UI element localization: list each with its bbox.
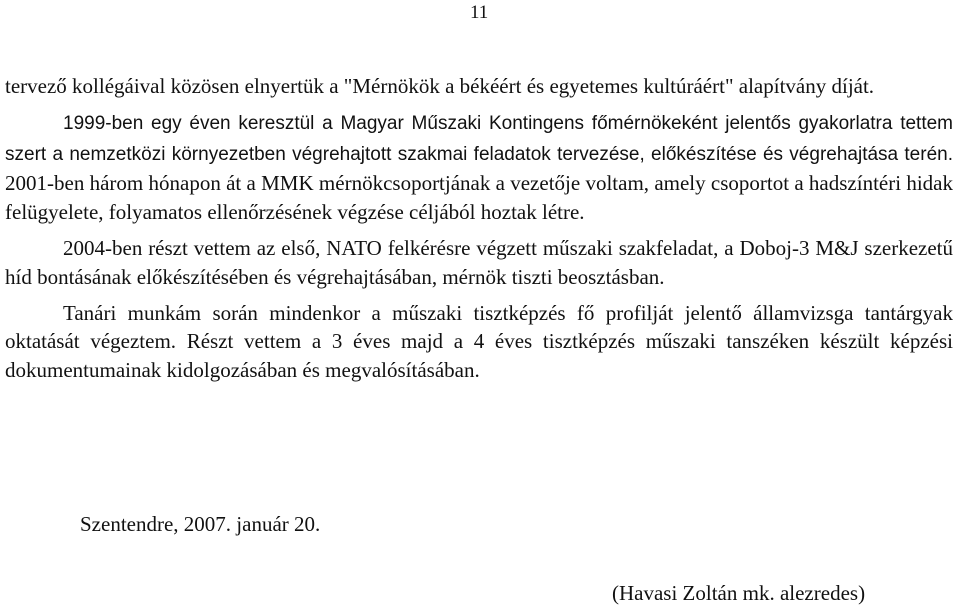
- paragraph-1999-serif-part: 2001-ben három hónapon át a MMK mérnökcsoportjának a vezetője voltam, amely csoportot a hadszíntéri hidak felügyelete, folyamatos ellenőrzésének végzése céljából hoztak létre.: [5, 171, 953, 225]
- paragraph-teaching: Tanári munkám során mindenkor a műszaki tisztképzés fő profilját jelentő államvizsga tantárgyak oktatását végeztem. Részt vettem a 3 éves majd a 4 éves tisztképzés műszaki tanszéken készült képzési dokumentumainak kidolgozásában és megvalósításában.: [5, 300, 953, 383]
- page-number: 11: [470, 2, 489, 23]
- paragraph-2004: 2004-ben részt vettem az első, NATO felkérésre végzett műszaki szakfeladat, a Doboj-3 M&J szerkezetű híd bontásának előkészítésében és végrehajtásában, mérnök tiszti beosztásban.: [5, 235, 953, 289]
- paragraph-1999: [5, 108, 953, 227]
- paragraph-1999-sans-part: 1999-ben egy éven keresztül a Magyar Műszaki Kontingens főmérnökeként jelentős gyakorlatra tettem szert a nemzetközi környezetben végrehajtott szakmai feladatok tervezése, előkészítése és végrehajtása terén.: [5, 112, 953, 165]
- place-date: Szentendre, 2007. január 20.: [80, 512, 321, 536]
- body-text: [5, 72, 953, 392]
- paragraph-continuation: tervező kollégáival közösen elnyertük a "Mérnökök a békéért és egyetemes kultúráért" alapítvány díját.: [5, 74, 875, 98]
- signature: (Havasi Zoltán mk. alezredes): [612, 581, 866, 605]
